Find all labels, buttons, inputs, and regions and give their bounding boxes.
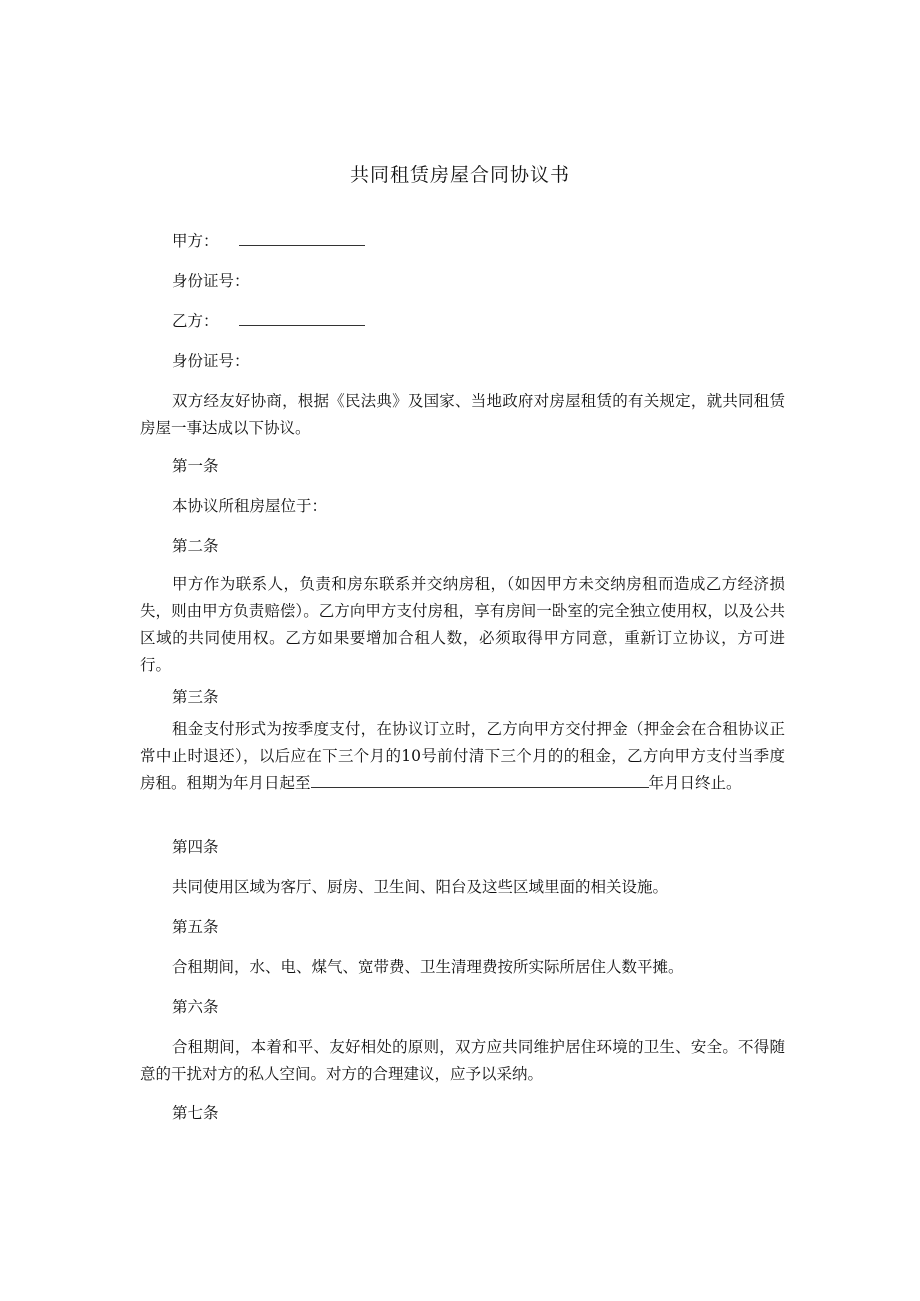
article-1-heading: 第一条 [172, 457, 219, 475]
article-5-text: 合租期间，水、电、煤气、宽带费、卫生清理费按所实际所居住人数平摊。 [172, 958, 684, 976]
lease-end-date-field [311, 771, 649, 788]
article-6-heading: 第六条 [172, 998, 219, 1016]
article-1-text: 本协议所租房屋位于： [172, 497, 328, 515]
article-5-heading: 第五条 [172, 918, 219, 936]
party-a-name-field [239, 229, 365, 246]
article-3-text-end: 年月日终止。 [648, 774, 742, 792]
article-2-heading: 第二条 [172, 537, 219, 555]
party-b-label: 乙方： [172, 312, 219, 330]
article-2-text: 甲方作为联系人，负责和房东联系并交纳房租，（如因甲方未交纳房租而造成乙方经济损失，则由甲方负责赔偿）。乙方向甲方支付房租，享有房间一卧室的完全独立使用权，以及公共区域的共同使用权。乙方如果要增加合租人数，必须取得甲方同意，重新订立协议，方可进行。 [140, 575, 785, 674]
article-7-heading: 第七条 [172, 1104, 219, 1122]
party-a-id-label: 身份证号： [172, 272, 250, 290]
party-b-line [172, 308, 365, 335]
article-3-text [140, 716, 785, 797]
article-4-heading: 第四条 [172, 838, 219, 856]
article-3-heading: 第三条 [172, 688, 219, 706]
party-a-line [172, 228, 365, 255]
party-b-id-label: 身份证号： [172, 352, 250, 370]
party-b-name-field [239, 309, 365, 326]
intro-paragraph: 双方经友好协商，根据《民法典》及国家、当地政府对房屋租赁的有关规定，就共同租赁房屋一事达成以下协议。 [140, 392, 785, 437]
article-6-text: 合租期间，本着和平、友好相处的原则，双方应共同维护居住环境的卫生、安全。不得随意的干扰对方的私人空间。对方的合理建议，应予以采纳。 [140, 1038, 785, 1083]
article-3-text-start: 租金支付形式为按季度支付，在协议订立时，乙方向甲方交付押金（押金会在合租协议正常中止时退还），以后应在下三个月的10号前付清下三个月的的租金，乙方向甲方支付当季度房租。租期为年月日起至 [140, 720, 785, 792]
party-a-label: 甲方： [172, 232, 219, 250]
document-title: 共同租赁房屋合同协议书 [349, 164, 570, 186]
article-4-text: 共同使用区域为客厅、厨房、卫生间、阳台及这些区域里面的相关设施。 [172, 878, 669, 896]
